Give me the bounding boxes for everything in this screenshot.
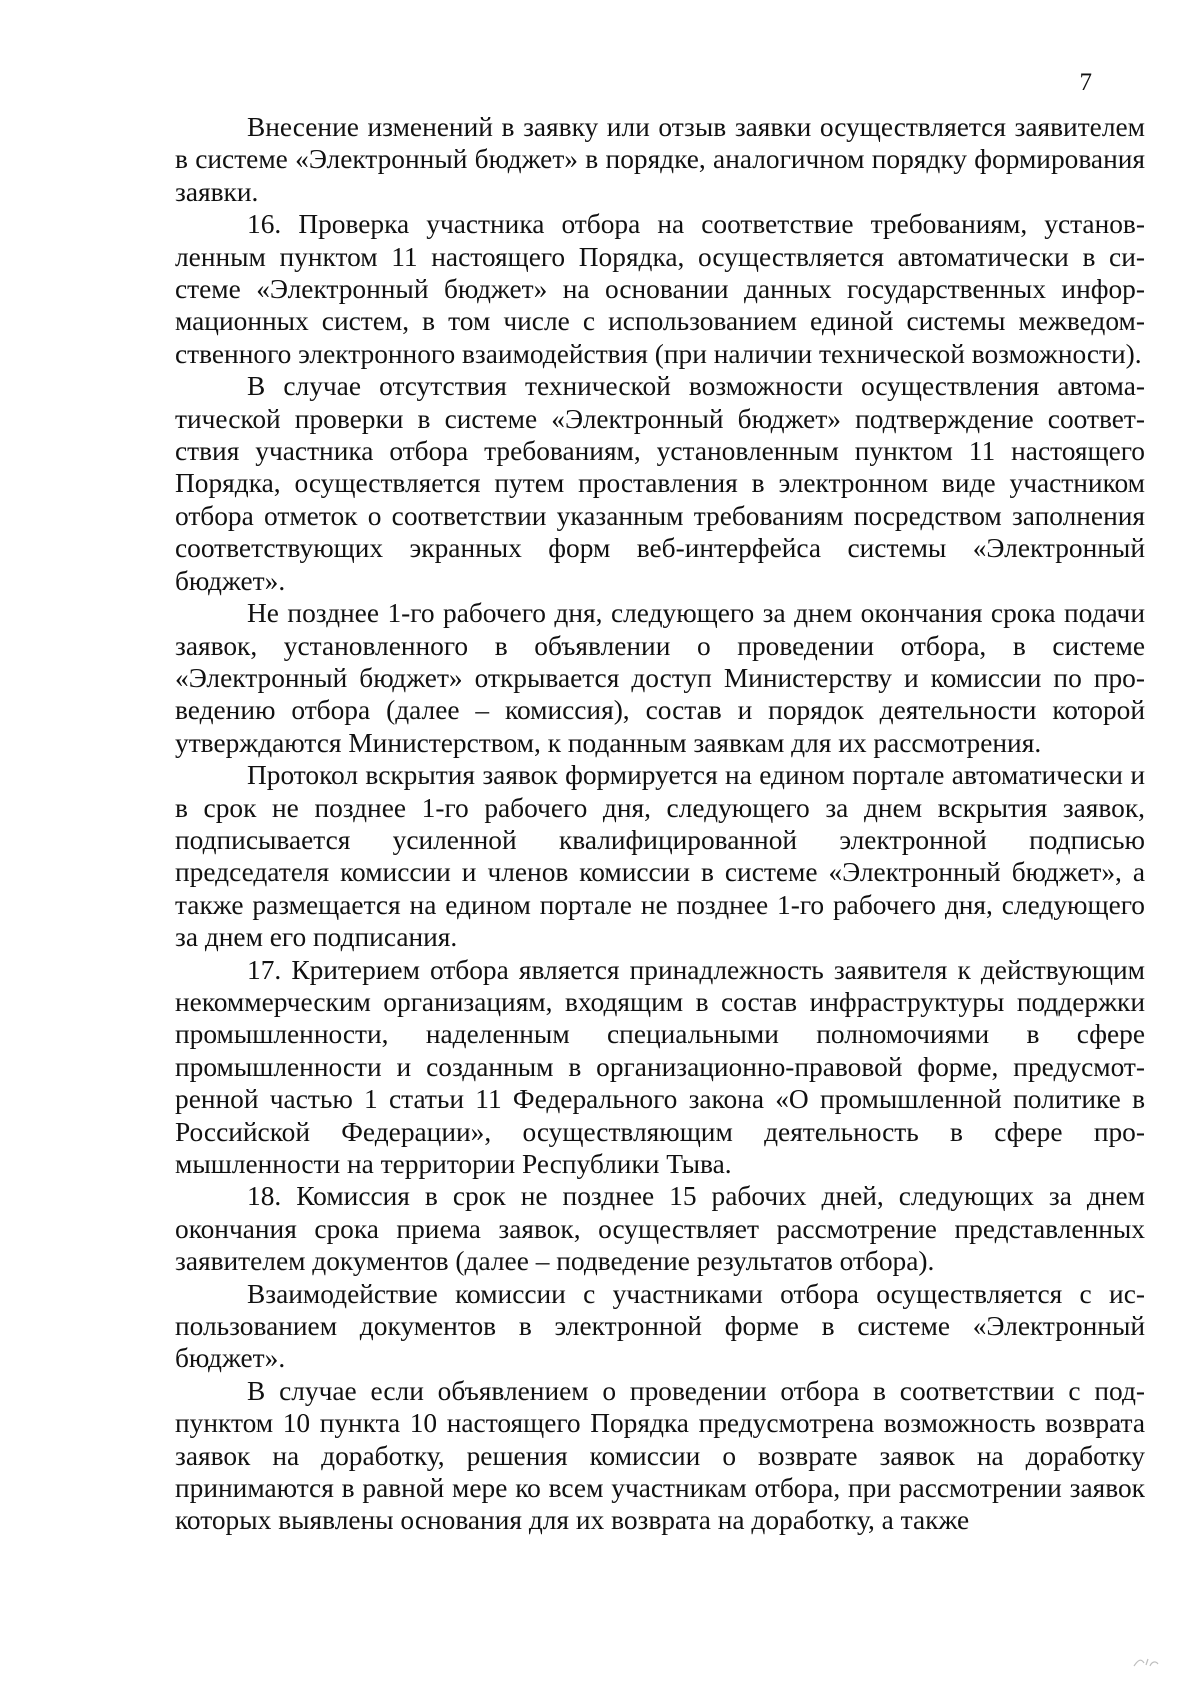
page-number: 7: [1079, 69, 1092, 96]
paragraph-opening-protocol: Протокол вскрытия заявок формируется на едином портале автоматически и в срок не позднее 1-го рабочего дня, следующего за днем вскрытия заявок, подписывается усиленной квалифицированной электронной подписью председателя комиссии и членов комиссии в системе «Электронный бюджет», а также размещается на едином портале не позднее 1-го рабочего дня, следующего за днем его подписания.: [175, 760, 1145, 953]
scan-artifact-mark: [1132, 1655, 1160, 1669]
paragraph-return-for-revision: В случае если объявлением о проведении отбора в соответствии с подпунктом 10 пункта 10 настоящего Порядка предусмотрена возможность возврата заявок на доработку, решения комиссии о возврате заявок на доработку принимаются в равной мере ко всем участникам отбора, при рассмотрении заявок которых выявлены основания для их возврата на доработку, а также: [175, 1375, 1145, 1536]
paragraph-manual-confirmation: В случае отсутствия технической возможности осуществления автоматической проверки в системе «Электронный бюджет» подтверждение соответствия участника отбора требованиям, установленным пунктом 11 настоящего Порядка, осуществляется путем проставления в электронном виде участником отбора отметок о соответствии указанным требованиям посредством заполнения соответствующих экранных форм веб-интерфейса системы «Электронный бюджет».: [175, 371, 1145, 596]
body-text: [175, 111, 1145, 1537]
paragraph-17-selection-criterion: 17. Критерием отбора является принадлежность заявителя к действующим некоммерческим организациям, входящим в состав инфраструктуры поддержки промышленности, наделенным специальными полномочиями в сфере промышленности и созданным в организационно-правовой форме, предусмотренной частью 1 статьи 11 Федерального закона «О промышленной политике в Российской Федерации», осуществляющим деятельность в сфере промышленности на территории Республики Тыва.: [175, 954, 1145, 1179]
paragraph-amendment-withdrawal: Внесение изменений в заявку или отзыв заявки осуществляется заявителем в системе «Электронный бюджет» в порядке, аналогичном порядку формирования заявки.: [175, 112, 1145, 207]
paragraph-16-auto-check: 16. Проверка участника отбора на соответствие требованиям, установленным пунктом 11 настоящего Порядка, осуществляется автоматически в системе «Электронный бюджет» на основании данных государственных информационных систем, в том числе с использованием единой системы межведомственного электронного взаимодействия (при наличии технической возможности).: [175, 209, 1145, 369]
paragraph-access-opening: Не позднее 1-го рабочего дня, следующего за днем окончания срока подачи заявок, установленного в объявлении о проведении отбора, в системе «Электронный бюджет» открывается доступ Министерству и комиссии по проведению отбора (далее – комиссия), состав и порядок деятельности которой утверждаются Министерством, к поданным заявкам для их рассмотрения.: [175, 598, 1145, 758]
paragraph-18-commission-review: 18. Комиссия в срок не позднее 15 рабочих дней, следующих за днем окончания срока приема заявок, осуществляет рассмотрение представленных заявителем документов (далее – подведение результатов отбора).: [175, 1181, 1145, 1277]
paragraph-electronic-interaction: Взаимодействие комиссии с участниками отбора осуществляется с использованием документов в электронной форме в системе «Электронный бюджет».: [175, 1278, 1145, 1374]
